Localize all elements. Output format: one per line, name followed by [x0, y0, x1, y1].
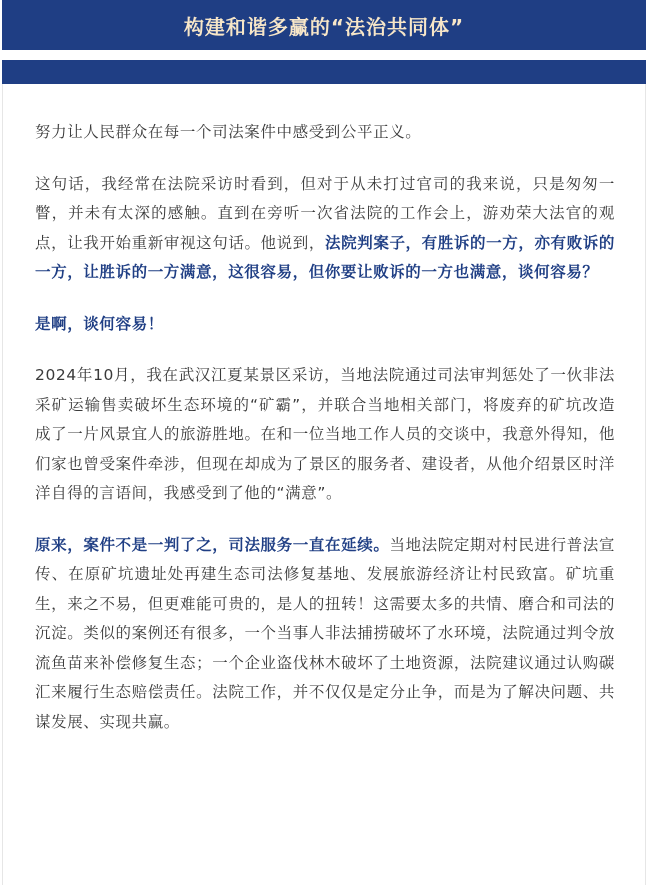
paragraph-3-highlight: 是啊，谈何容易！ [35, 314, 164, 333]
paragraph-2-text: 这句话，我经常在法院采访时看到，但对于从未打过官司的我来说，只是匆匆一瞥，并未有太深的感触。直到在旁听一次省法院的工作会上，游劝荣大法官的观点，让我开始重新审视这句话。他说到， [35, 174, 615, 252]
article-title-banner [2, 0, 646, 50]
paragraph-2-highlight: 法院判案子，有胜诉的一方，亦有败诉的一方，让胜诉的一方满意，这很容易，但你要让败诉的一方也满意，谈何容易？ [35, 233, 615, 281]
paragraph-5-highlight: 原来，案件不是一判了之，司法服务一直在延续。 [35, 535, 390, 554]
article-title: 构建和谐多赢的“法治共同体” [183, 14, 465, 39]
paragraph-4 [35, 361, 615, 509]
paragraph-3 [35, 310, 615, 340]
paragraph-1 [35, 118, 615, 148]
paragraph-1-text: 努力让人民群众在每一个司法案件中感受到公平正义。 [35, 123, 422, 141]
paragraph-5-text: 当地法院定期对村民进行普法宣传、在原矿坑遗址处再建生态司法修复基地、发展旅游经济让村民致富。矿坑重生，来之不易，但更难能可贵的，是人的扭转！这需要太多的共情、磨合和司法的沉淀。类似的案例还有很多，一个当事人非法捕捞破坏了水环境，法院通过判令放流鱼苗来补偿修复生态；一个企业盗伐林木破坏了土地资源，法院建议通过认购碳汇来履行生态赔偿责任。法院工作，并不仅仅是定分止争，而是为了解决问题、共谋发展、实现共赢。 [35, 535, 615, 731]
decorative-band [2, 60, 646, 84]
paragraph-4-text: 2024年10月，我在武汉江夏某景区采访，当地法院通过司法审判惩处了一伙非法采矿运输售卖破坏生态环境的“矿霸”，并联合当地相关部门，将废弃的矿坑改造成了一片风景宜人的旅游胜地。在和一位当地工作人员的交谈中，我意外得知，他们家也曾受案件牵涉，但现在却成为了景区的服务者、建设者，从他介绍景区时洋洋自得的言语间，我感受到了他的“满意”。 [35, 366, 615, 502]
paragraph-2 [35, 170, 615, 288]
paragraph-5 [35, 531, 615, 738]
article-body [35, 118, 615, 759]
